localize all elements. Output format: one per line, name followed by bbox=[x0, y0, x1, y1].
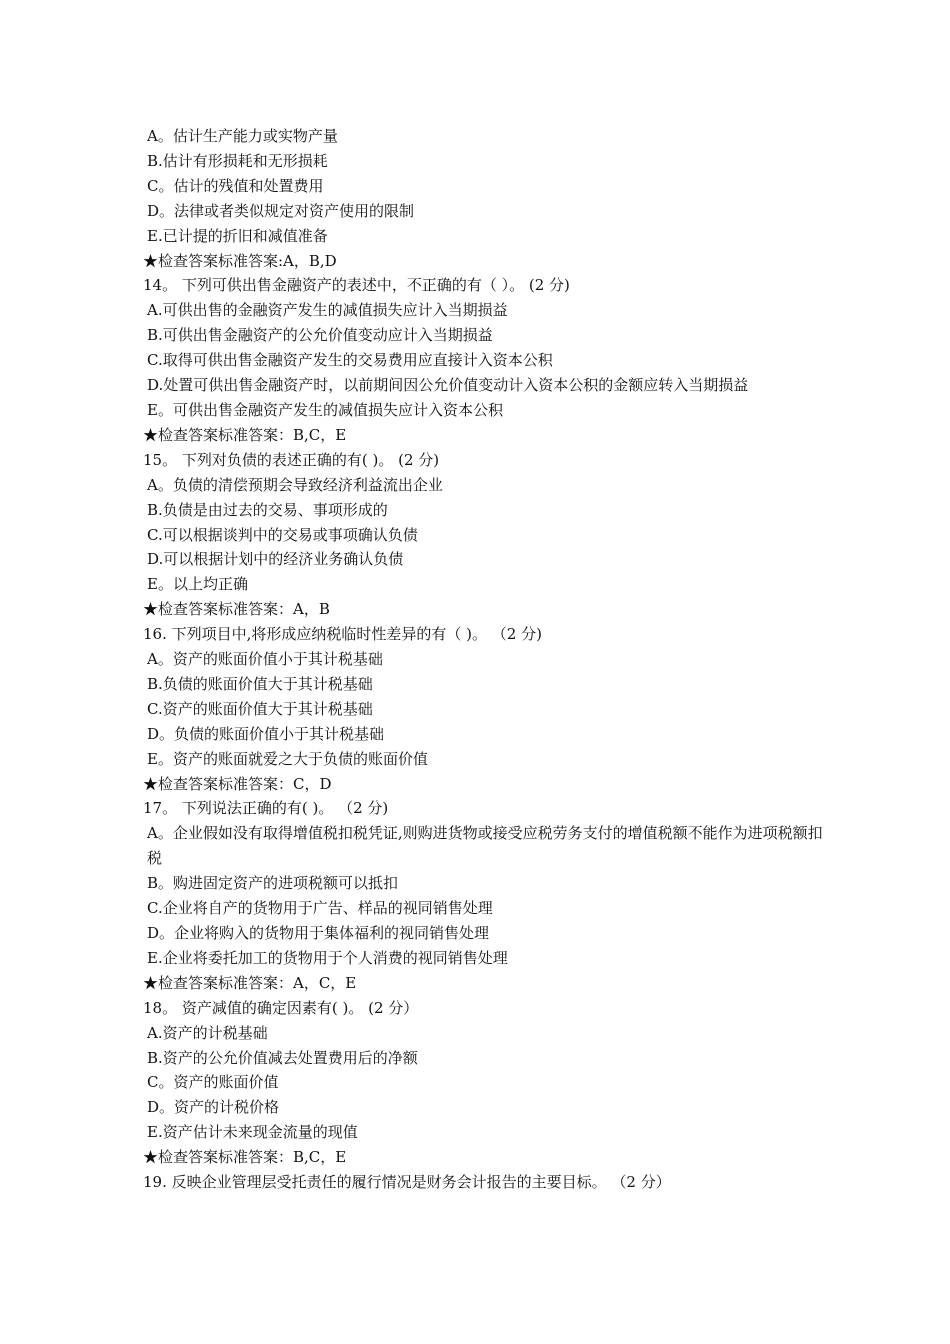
standard-answer: ★检查答案标准答案：A，C，E bbox=[143, 973, 357, 992]
answer-option: E.已计提的折旧和减值准备 bbox=[147, 226, 328, 245]
answer-option: A.资产的计税基础 bbox=[147, 1023, 268, 1042]
answer-option: B。购进固定资产的进项税额可以抵扣 bbox=[147, 874, 399, 893]
answer-option: C.可以根据谈判中的交易或事项确认负债 bbox=[147, 525, 418, 544]
answer-option: D。法律或者类似规定对资产使用的限制 bbox=[147, 201, 415, 220]
answer-option: B.资产的公允价值减去处置费用后的净额 bbox=[147, 1048, 418, 1067]
answer-option: B.估计有形损耗和无形损耗 bbox=[147, 151, 328, 170]
answer-option: A。估计生产能力或实物产量 bbox=[147, 127, 338, 145]
answer-option: A。资产的账面价值小于其计税基础 bbox=[147, 650, 383, 669]
answer-option: A。企业假如没有取得增值税扣税凭证,则购进货物或接受应税劳务支付的增值税额不能作为进项税额扣税 bbox=[147, 824, 823, 868]
answer-option: E.企业将委托加工的货物用于个人消费的视同销售处理 bbox=[147, 948, 508, 967]
question-stem: 14。 下列可供出售金融资产的表述中，不正确的有（ ）。 (2 分) bbox=[143, 276, 570, 295]
question-stem: 16. 下列项目中,将形成应纳税临时性差异的有（ )。 （2 分) bbox=[143, 625, 542, 644]
answer-option: D.处置可供出售金融资产时，以前期间因公允价值变动计入资本公积的金额应转入当期损益 bbox=[147, 376, 749, 395]
standard-answer: ★检查答案标准答案：B,C，E bbox=[143, 425, 347, 444]
answer-option: D。资产的计税价格 bbox=[147, 1098, 280, 1117]
answer-option: E。资产的账面就爱之大于负债的账面价值 bbox=[147, 749, 428, 768]
standard-answer: ★检查答案标准答案：A，B bbox=[143, 600, 330, 619]
question-stem: 17。 下列说法正确的有( )。 （2 分) bbox=[143, 799, 389, 818]
answer-option: C.企业将自产的货物用于广告、样品的视同销售处理 bbox=[147, 899, 493, 918]
standard-answer: ★检查答案标准答案:A，B,D bbox=[143, 251, 337, 270]
answer-option: C。估计的残值和处置费用 bbox=[147, 176, 324, 195]
answer-option: B.负债的账面价值大于其计税基础 bbox=[147, 674, 373, 693]
answer-option: A.可供出售的金融资产发生的减值损失应计入当期损益 bbox=[147, 301, 508, 320]
standard-answer: ★检查答案标准答案：C，D bbox=[143, 774, 332, 793]
answer-option: C.资产的账面价值大于其计税基础 bbox=[147, 699, 373, 718]
answer-option: E.资产估计未来现金流量的现值 bbox=[147, 1123, 358, 1142]
answer-option: B.负债是由过去的交易、事项形成的 bbox=[147, 500, 388, 519]
answer-option: A。负债的清偿预期会导致经济利益流出企业 bbox=[147, 475, 443, 494]
question-stem: 15。 下列对负债的表述正确的有( )。 (2 分) bbox=[143, 450, 440, 469]
answer-option: E。以上均正确 bbox=[147, 575, 248, 594]
answer-option: D。企业将购入的货物用于集体福利的视同销售处理 bbox=[147, 924, 490, 942]
answer-option: C.取得可供出售金融资产发生的交易费用应直接计入资本公积 bbox=[147, 351, 553, 370]
answer-option: C。资产的账面价值 bbox=[147, 1073, 279, 1092]
question-stem: 19. 反映企业管理层受托责任的履行情况是财务会计报告的主要目标。 （2 分） bbox=[143, 1173, 671, 1192]
question-stem: 18。 资产减值的确定因素有( )。 (2 分） bbox=[143, 998, 419, 1017]
answer-option: E。可供出售金融资产发生的减值损失应计入资本公积 bbox=[147, 400, 503, 419]
answer-option: D。负债的账面价值小于其计税基础 bbox=[147, 724, 385, 743]
standard-answer: ★检查答案标准答案：B,C，E bbox=[143, 1148, 347, 1167]
answer-option: D.可以根据计划中的经济业务确认负债 bbox=[147, 550, 404, 569]
question-list bbox=[143, 124, 823, 1195]
answer-option: B.可供出售金融资产的公允价值变动应计入当期损益 bbox=[147, 326, 493, 345]
